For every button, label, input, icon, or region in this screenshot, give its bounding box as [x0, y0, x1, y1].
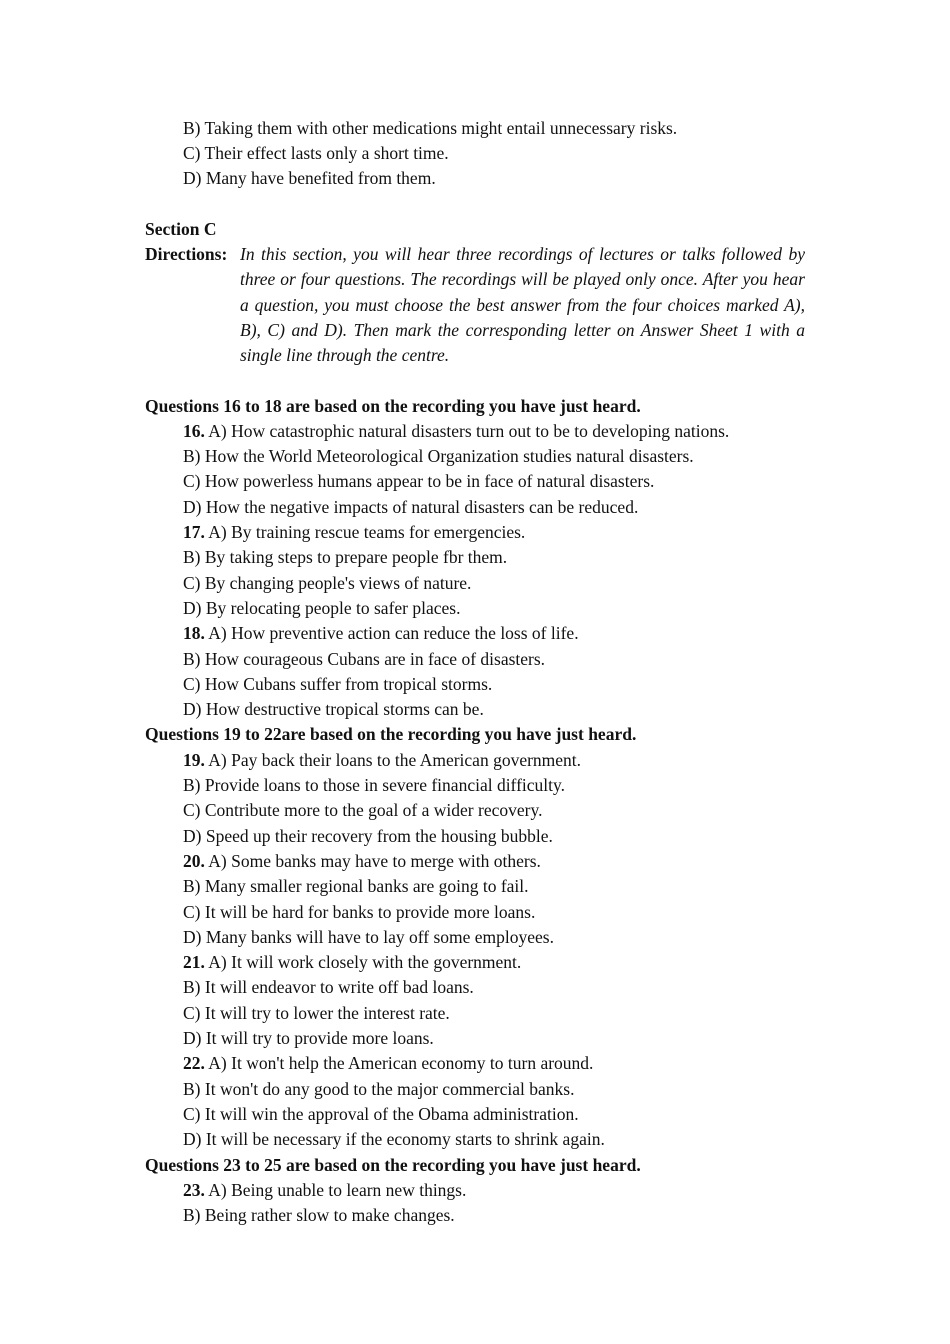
option-d: D) How the negative impacts of natural disasters can be reduced.: [183, 497, 639, 517]
question-22: [183, 1051, 593, 1076]
option-c: C) It will try to lower the interest rate.: [183, 1003, 450, 1023]
option-d: D) Many banks will have to lay off some employees.: [183, 927, 554, 947]
option-c: C) How Cubans suffer from tropical storms.: [183, 674, 493, 694]
group-heading: Questions 23 to 25 are based on the recording you have just heard.: [145, 1155, 641, 1175]
question-19: [183, 748, 581, 773]
option-b: B) How the World Meteorological Organization studies natural disasters.: [183, 446, 694, 466]
option-line: D) Many have benefited from them.: [183, 168, 436, 188]
question-23: [183, 1178, 466, 1203]
option-a: A) Pay back their loans to the American government.: [208, 750, 582, 770]
option-b: B) Many smaller regional banks are going to fail.: [183, 876, 529, 896]
group-heading: Questions 19 to 22are based on the recording you have just heard.: [145, 724, 637, 744]
option-b: B) Being rather slow to make changes.: [183, 1205, 455, 1225]
question-number: 19.: [183, 750, 205, 770]
option-b: B) Provide loans to those in severe financial difficulty.: [183, 775, 565, 795]
question-21: [183, 950, 521, 975]
question-16: [183, 419, 729, 444]
option-a: A) It will work closely with the government.: [208, 952, 522, 972]
option-b: B) How courageous Cubans are in face of disasters.: [183, 649, 546, 669]
option-d: D) It will be necessary if the economy starts to shrink again.: [183, 1129, 605, 1149]
directions-text: In this section, you will hear three recordings of lectures or talks followed by three or four questions. The recordings will be played only once. After you hear a question, you must choose the best answer from the four choices marked A), B), C) and D). Then mark the corresponding letter on Answer Sheet 1 with a single line through the centre.: [240, 244, 805, 366]
option-d: D) It will try to provide more loans.: [183, 1028, 434, 1048]
option-c: C) By changing people's views of nature.: [183, 573, 472, 593]
option-a: A) Being unable to learn new things.: [208, 1180, 467, 1200]
question-number: 17.: [183, 522, 205, 542]
option-a: A) How catastrophic natural disasters turn out to be to developing nations.: [208, 421, 730, 441]
option-d: D) How destructive tropical storms can be.: [183, 699, 484, 719]
question-number: 23.: [183, 1180, 205, 1200]
question-number: 20.: [183, 851, 205, 871]
option-d: D) By relocating people to safer places.: [183, 598, 461, 618]
question-18: [183, 621, 579, 646]
section-title: Section C: [145, 219, 217, 239]
question-17: [183, 520, 525, 545]
option-line: B) Taking them with other medications might entail unnecessary risks.: [183, 118, 678, 138]
option-d: D) Speed up their recovery from the housing bubble.: [183, 826, 553, 846]
directions-label: Directions:: [145, 244, 228, 264]
option-c: C) How powerless humans appear to be in face of natural disasters.: [183, 471, 655, 491]
option-b: B) It won't do any good to the major commercial banks.: [183, 1079, 575, 1099]
option-c: C) It will win the approval of the Obama administration.: [183, 1104, 579, 1124]
question-20: [183, 849, 541, 874]
option-b: B) It will endeavor to write off bad loans.: [183, 977, 474, 997]
option-a: A) Some banks may have to merge with others.: [208, 851, 541, 871]
group-heading: Questions 16 to 18 are based on the recording you have just heard.: [145, 396, 641, 416]
option-a: A) How preventive action can reduce the loss of life.: [208, 623, 579, 643]
option-c: C) Contribute more to the goal of a wider recovery.: [183, 800, 543, 820]
question-number: 16.: [183, 421, 205, 441]
question-number: 22.: [183, 1053, 205, 1073]
option-c: C) It will be hard for banks to provide more loans.: [183, 902, 536, 922]
option-a: A) It won't help the American economy to turn around.: [208, 1053, 594, 1073]
option-line: C) Their effect lasts only a short time.: [183, 143, 449, 163]
option-a: A) By training rescue teams for emergencies.: [208, 522, 526, 542]
option-b: B) By taking steps to prepare people fbr them.: [183, 547, 508, 567]
question-number: 18.: [183, 623, 205, 643]
question-number: 21.: [183, 952, 205, 972]
